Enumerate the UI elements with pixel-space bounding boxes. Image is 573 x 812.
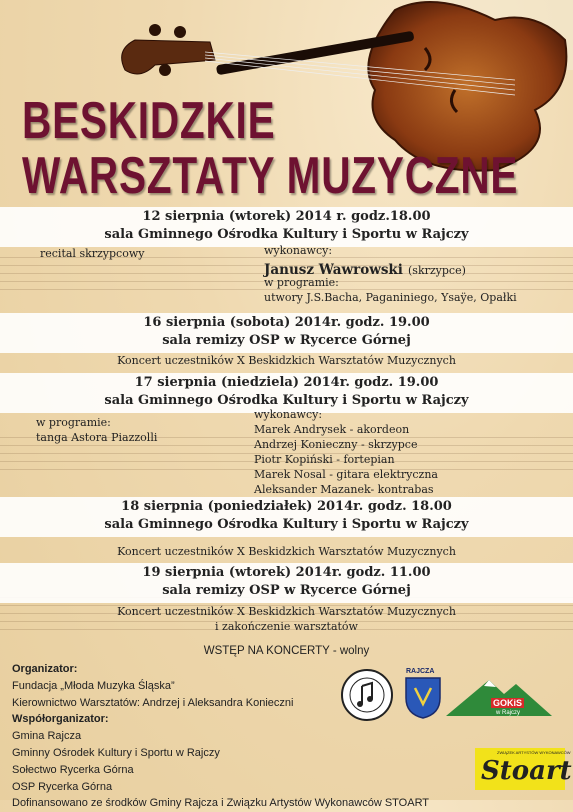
footer-line: Dofinansowano ze środków Gminy Rajcza i Związku Artystów Wykonawców STOART: [12, 797, 430, 810]
event1-program-label: w programie:: [264, 276, 339, 289]
event2-date: 16 sierpnia (sobota) 2014r. godz. 19.00: [143, 315, 430, 330]
event3-performer: Aleksander Mazanek- kontrabas: [254, 483, 434, 496]
event3-performer: Marek Nosal - gitara elektryczna: [254, 468, 438, 481]
footer-line: Sołectwo Rycerka Górna: [12, 763, 134, 776]
footer-line: OSP Rycerka Górna: [12, 780, 113, 793]
footer-line: Fundacja „Młoda Muzyka Śląska”: [12, 679, 175, 692]
footer-line: Kierownictwo Warsztatów: Andrzej i Aleksandra Konieczni: [12, 696, 294, 709]
event3-program: tanga Astora Piazzolli: [36, 431, 158, 444]
footer-line: Gmina Rajcza: [12, 730, 82, 743]
gokis-sub: w Rajczy: [496, 710, 521, 716]
title-line-1: BESKIDZKIE: [22, 92, 276, 150]
footer-line: Gminny Ośrodek Kultury i Sportu w Rajczy: [12, 746, 220, 759]
event5-desc-2: i zakończenie warsztatów: [215, 620, 358, 633]
event4-venue: sala Gminnego Ośrodka Kultury i Sportu w Rajczy: [104, 517, 469, 532]
footer-line: Współorganizator:: [12, 713, 109, 726]
event1-program: utwory J.S.Bacha, Paganiniego, Ysaÿe, Opałki: [264, 291, 517, 304]
event1-performers-label: wykonawcy:: [264, 244, 333, 257]
event1-date: 12 sierpnia (wtorek) 2014 r. godz.18.00: [142, 209, 431, 224]
performer-role: (skrzypce): [408, 264, 466, 277]
fundacja-logo: [340, 668, 394, 722]
gokis-label: GOKiS: [493, 698, 523, 708]
event2-venue: sala remizy OSP w Rycerce Górnej: [162, 333, 411, 348]
event1-type: recital skrzypcowy: [40, 247, 145, 260]
stoart-label: Stoart: [481, 756, 572, 786]
stoart-small-text: ZWIĄZEK ARTYSTÓW WYKONAWCÓW: [497, 750, 571, 755]
event3-program-label: w programie:: [36, 416, 111, 429]
event3-performers-label: wykonawcy:: [254, 408, 323, 421]
event3-performer: Andrzej Konieczny - skrzypce: [254, 438, 418, 451]
rajcza-label: RAJCZA: [406, 668, 435, 675]
event3-date: 17 sierpnia (niedziela) 2014r. godz. 19.00: [134, 375, 439, 390]
event5-date: 19 sierpnia (wtorek) 2014r. godz. 11.00: [142, 565, 431, 580]
event3-performer: Marek Andrysek - akordeon: [254, 423, 410, 436]
entry-notice: WSTĘP NA KONCERTY - wolny: [203, 645, 370, 657]
gokis-logo: [444, 672, 554, 720]
performer-name: Janusz Wawrowski: [264, 262, 403, 278]
title-line-2: WARSZTATY MUZYCZNE: [22, 147, 519, 205]
event4-desc: Koncert uczestników X Beskidzkich Warsztatów Muzycznych: [117, 545, 456, 558]
stoart-logo: [475, 748, 572, 790]
event5-venue: sala remizy OSP w Rycerce Górnej: [162, 583, 411, 598]
footer-line: Organizator:: [12, 663, 78, 675]
rajcza-crest: [403, 668, 443, 720]
event1-venue: sala Gminnego Ośrodka Kultury i Sportu w Rajczy: [104, 227, 469, 242]
event5-desc-1: Koncert uczestników X Beskidzkich Warsztatów Muzycznych: [117, 605, 456, 618]
event4-date: 18 sierpnia (poniedziałek) 2014r. godz. 18.00: [121, 499, 452, 514]
event3-venue: sala Gminnego Ośrodka Kultury i Sportu w Rajczy: [104, 393, 469, 408]
event3-performer: Piotr Kopiński - fortepian: [254, 453, 395, 466]
event2-desc: Koncert uczestników X Beskidzkich Warsztatów Muzycznych: [117, 354, 456, 367]
